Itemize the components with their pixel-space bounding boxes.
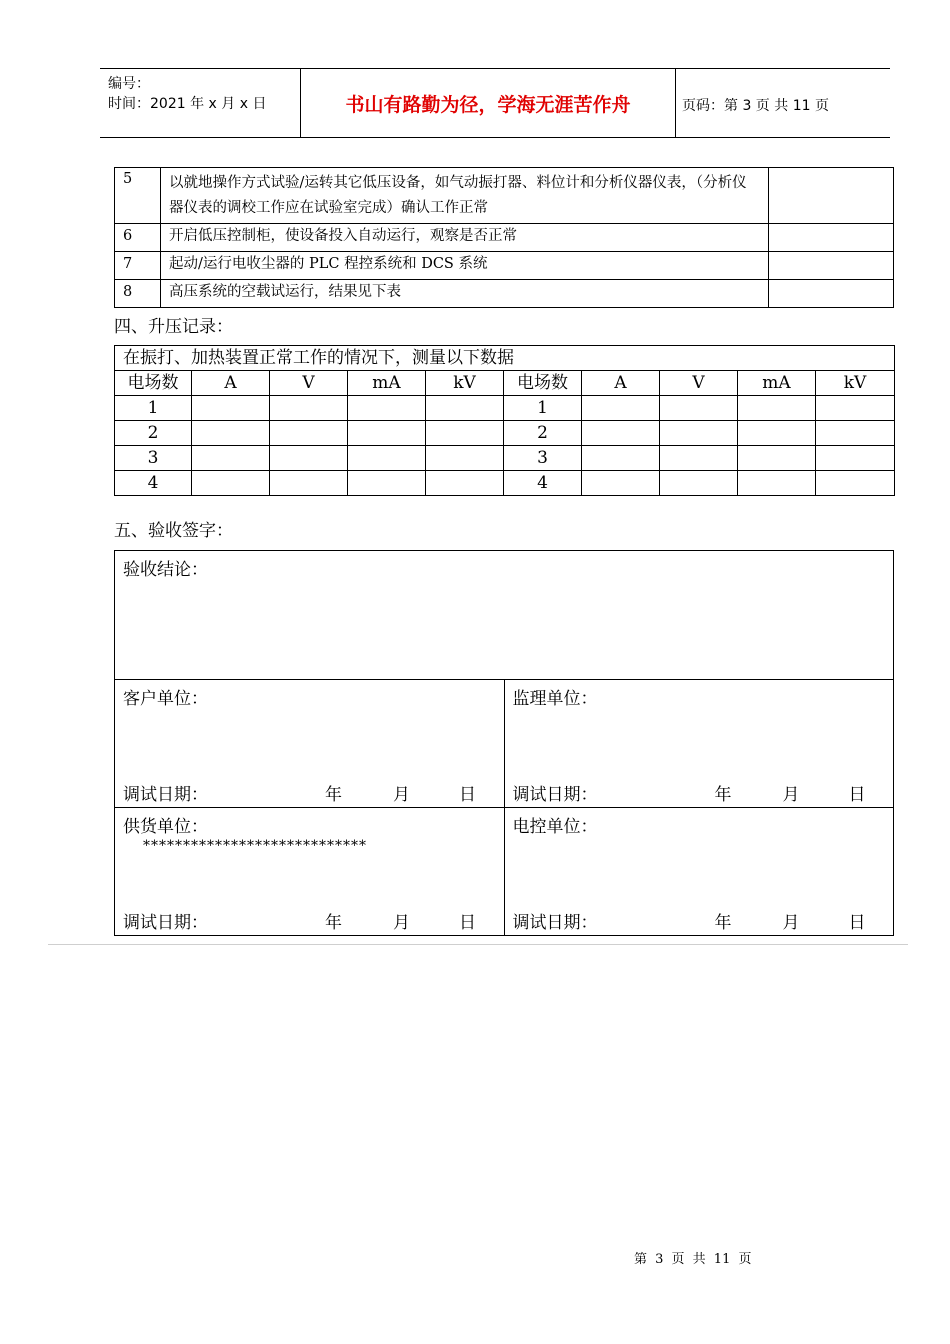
table-caption: 在振打、加热装置正常工作的情况下，测量以下数据 <box>115 346 895 371</box>
table-cell <box>738 396 816 421</box>
table-cell <box>270 446 348 471</box>
step-description: 起动/运行电收尘器的 PLC 程控系统和 DCS 系统 <box>161 252 769 280</box>
day-label: 日 <box>459 785 476 805</box>
acceptance-conclusion-cell <box>115 551 894 680</box>
table-row <box>115 808 894 936</box>
document-date: 时间：2021 年 x 月 x 日 <box>108 96 267 112</box>
table-cell <box>192 471 270 496</box>
supervisor-cell <box>504 680 894 808</box>
electric-control-cell <box>504 808 894 936</box>
acceptance-signoff-table <box>114 550 894 936</box>
table-cell <box>426 421 504 446</box>
section-divider <box>48 944 908 945</box>
day-label: 日 <box>848 913 866 933</box>
step-description: 以就地操作方式试验/运转其它低压设备，如气动振打器、料位计和分析仪器仪表，（分析仪器仪表的调校工作应在试验室完成）确认工作正常 <box>161 168 769 224</box>
procedure-steps-table <box>114 167 894 308</box>
table-row <box>115 446 895 471</box>
table-cell <box>426 471 504 496</box>
table-cell <box>582 421 660 446</box>
table-cell <box>816 471 895 496</box>
table-cell <box>348 471 426 496</box>
table-row <box>115 224 894 252</box>
table-row <box>115 471 895 496</box>
field-number: 4 <box>504 471 582 496</box>
customer-label: 客户单位： <box>123 689 208 709</box>
table-row <box>115 280 894 308</box>
step-number: 6 <box>115 224 161 252</box>
field-number: 3 <box>504 446 582 471</box>
commissioning-date <box>513 780 864 805</box>
table-row <box>115 168 894 224</box>
step-description: 开启低压控制柜，使设备投入自动运行，观察是否正常 <box>161 224 769 252</box>
column-header: A <box>582 371 660 396</box>
field-number: 1 <box>504 396 582 421</box>
table-cell <box>192 396 270 421</box>
step-result-cell <box>769 280 894 308</box>
field-number: 2 <box>504 421 582 446</box>
table-cell <box>582 446 660 471</box>
header-divider <box>675 69 676 137</box>
section-title-boost-record: 四、升压记录： <box>114 317 233 337</box>
supplier-value: **************************** <box>143 838 367 854</box>
date-label: 调试日期： <box>512 785 598 805</box>
table-cell <box>270 471 348 496</box>
page-footer: 第 3 页 共 11 页 <box>634 1252 752 1267</box>
table-cell <box>816 446 895 471</box>
year-label: 年 <box>714 913 732 933</box>
month-label: 月 <box>393 785 410 805</box>
document-number-label: 编号： <box>108 76 150 92</box>
column-header: mA <box>738 371 816 396</box>
table-cell <box>738 421 816 446</box>
table-cell <box>816 396 895 421</box>
table-cell <box>270 396 348 421</box>
field-number: 3 <box>115 446 192 471</box>
table-cell <box>348 446 426 471</box>
table-row <box>115 551 894 680</box>
field-number: 2 <box>115 421 192 446</box>
table-row <box>115 421 895 446</box>
column-header: kV <box>816 371 895 396</box>
step-result-cell <box>769 168 894 224</box>
electric-control-label: 电控单位： <box>512 817 598 837</box>
table-cell <box>738 446 816 471</box>
table-header-row <box>115 371 895 396</box>
conclusion-label: 验收结论： <box>123 560 208 580</box>
header-page-info: 页码：第 3 页 共 11 页 <box>682 98 829 114</box>
table-cell <box>426 446 504 471</box>
column-header: 电场数 <box>115 371 192 396</box>
customer-cell <box>115 680 505 808</box>
supplier-label: 供货单位： <box>123 817 208 837</box>
table-cell <box>660 396 738 421</box>
month-label: 月 <box>782 785 800 805</box>
page-header <box>100 68 890 138</box>
table-row <box>115 252 894 280</box>
column-header: V <box>270 371 348 396</box>
table-cell <box>660 446 738 471</box>
column-header: V <box>660 371 738 396</box>
section-title-acceptance: 五、验收签字： <box>114 521 233 541</box>
table-cell <box>660 421 738 446</box>
table-row <box>115 396 895 421</box>
step-result-cell <box>769 224 894 252</box>
commissioning-date <box>123 780 474 805</box>
date-label: 调试日期： <box>512 913 598 933</box>
field-number: 1 <box>115 396 192 421</box>
day-label: 日 <box>848 785 866 805</box>
step-number: 7 <box>115 252 161 280</box>
table-cell <box>192 421 270 446</box>
table-cell <box>426 396 504 421</box>
date-label: 调试日期： <box>123 785 208 805</box>
table-row <box>115 346 895 371</box>
month-label: 月 <box>393 913 410 933</box>
table-cell <box>348 421 426 446</box>
commissioning-date <box>513 908 864 933</box>
supervisor-label: 监理单位： <box>512 689 598 709</box>
table-cell <box>660 471 738 496</box>
step-description: 高压系统的空载试运行，结果见下表 <box>161 280 769 308</box>
step-result-cell <box>769 252 894 280</box>
column-header: kV <box>426 371 504 396</box>
column-header: 电场数 <box>504 371 582 396</box>
table-cell <box>192 446 270 471</box>
day-label: 日 <box>459 913 476 933</box>
voltage-record-table <box>114 345 895 496</box>
date-label: 调试日期： <box>123 913 208 933</box>
table-cell <box>270 421 348 446</box>
table-row <box>115 680 894 808</box>
column-header: mA <box>348 371 426 396</box>
year-label: 年 <box>325 785 342 805</box>
step-number: 8 <box>115 280 161 308</box>
table-cell <box>582 471 660 496</box>
year-label: 年 <box>325 913 342 933</box>
step-number: 5 <box>115 168 161 224</box>
commissioning-date <box>123 908 474 933</box>
column-header: A <box>192 371 270 396</box>
header-motto: 书山有路勤为径，学海无涯苦作舟 <box>345 93 631 116</box>
supplier-cell <box>115 808 505 936</box>
table-cell <box>348 396 426 421</box>
field-number: 4 <box>115 471 192 496</box>
year-label: 年 <box>714 785 732 805</box>
table-cell <box>582 396 660 421</box>
table-cell <box>816 421 895 446</box>
month-label: 月 <box>782 913 800 933</box>
table-cell <box>738 471 816 496</box>
